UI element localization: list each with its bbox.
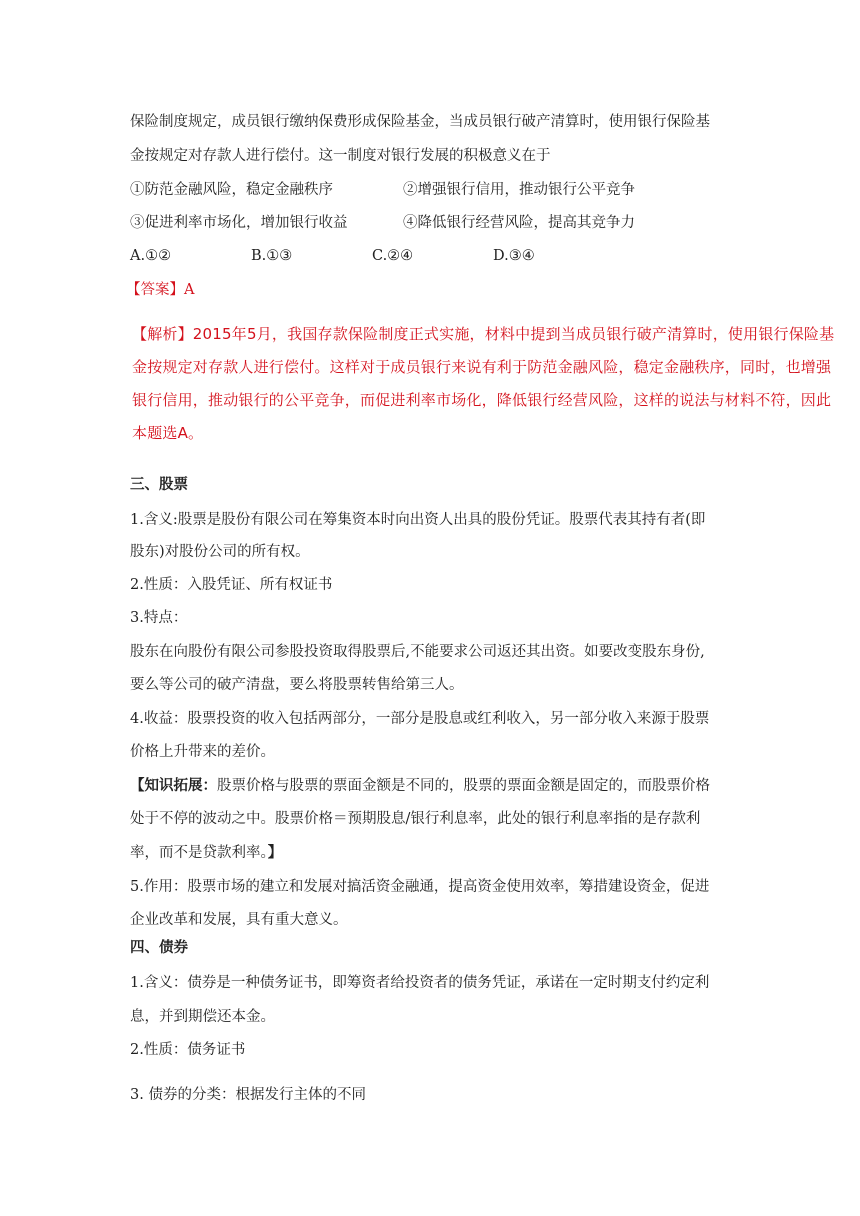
bond-definition-line-2: 息，并到期偿还本金。 xyxy=(130,1009,275,1025)
question-stem-line-1: 保险制度规定，成员银行缴纳保费形成保险基金，当成员银行破产清算时，使用银行保险基 xyxy=(130,114,710,130)
stock-features-line-2: 要么等公司的破产清盘，要么将股票转售给第三人。 xyxy=(130,677,464,693)
question-item-2: ②增强银行信用，推动银行公平竞争 xyxy=(403,182,635,198)
stock-function-line-2: 企业改革和发展，具有重大意义。 xyxy=(130,912,348,928)
answer-label: 【答案】A xyxy=(126,282,195,298)
stock-features-line-1: 股东在向股份有限公司参股投资取得股票后,不能要求公司返还其出资。如要改变股东身份, xyxy=(130,644,705,660)
section-3-heading: 三、股票 xyxy=(130,476,188,493)
question-item-1: ①防范金融风险，稳定金融秩序 xyxy=(130,182,333,198)
question-stem-line-2: 金按规定对存款人进行偿付。这一制度对银行发展的积极意义在于 xyxy=(130,148,551,164)
stock-function-line-1: 5.作用：股票市场的建立和发展对搞活资金融通，提高资金使用效率，筹措建设资金，促进 xyxy=(130,879,710,895)
knowledge-extension-text-3: 率，而不是贷款利率。 xyxy=(130,845,268,861)
bond-nature: 2.性质：债务证书 xyxy=(130,1042,246,1058)
option-b: B.①③ xyxy=(251,248,293,264)
knowledge-extension-line-1 xyxy=(130,776,710,796)
stock-definition-line-2: 股东)对股份公司的所有权。 xyxy=(130,544,310,560)
option-d: D.③④ xyxy=(493,248,535,264)
bond-classification: 3. 债券的分类：根据发行主体的不同 xyxy=(130,1087,366,1103)
stock-income-line-1: 4.收益：股票投资的收入包括两部分，一部分是股息或红利收入，另一部分收入来源于股票 xyxy=(130,711,710,727)
stock-features-label: 3.特点： xyxy=(130,610,188,626)
knowledge-extension-text-1: 股票价格与股票的票面金额是不同的，股票的票面金额是固定的，而股票价格 xyxy=(217,778,710,794)
knowledge-extension-line-3 xyxy=(130,843,282,863)
section-4-heading: 四、债券 xyxy=(130,939,188,956)
option-a: A.①② xyxy=(130,248,172,264)
analysis-paragraph: 【解析】2015年5月，我国存款保险制度正式实施，材料中提到当成员银行破产清算时，使用银行保险基金按规定对存款人进行偿付。这样对于成员银行来说有利于防范金融风险，稳定金融秩序，同时，也增强银行信用，推动银行的公平竞争，而促进利率市场化，降低银行经营风险，这样的说法与材料不符，因此本题选A。 xyxy=(132,325,835,442)
stock-income-line-2: 价格上升带来的差价。 xyxy=(130,744,275,760)
option-c: C.②④ xyxy=(372,248,414,264)
question-item-4: ④降低银行经营风险，提高其竞争力 xyxy=(403,215,635,231)
knowledge-extension-label: 【知识拓展： xyxy=(130,777,217,794)
bond-definition-line-1: 1.含义：债券是一种债务证书，即筹资者给投资者的债务凭证，承诺在一定时期支付约定利 xyxy=(130,975,710,991)
question-item-3: ③促进利率市场化，增加银行收益 xyxy=(130,215,348,231)
stock-definition-line-1: 1.含义:股票是股份有限公司在筹集资本时向出资人出具的股份凭证。股票代表其持有者(即 xyxy=(130,512,706,528)
knowledge-extension-close: 】 xyxy=(267,844,283,861)
stock-nature: 2.性质：入股凭证、所有权证书 xyxy=(130,577,333,593)
knowledge-extension-line-2: 处于不停的波动之中。股票价格＝预期股息/银行利息率，此处的银行利息率指的是存款利 xyxy=(130,811,701,827)
